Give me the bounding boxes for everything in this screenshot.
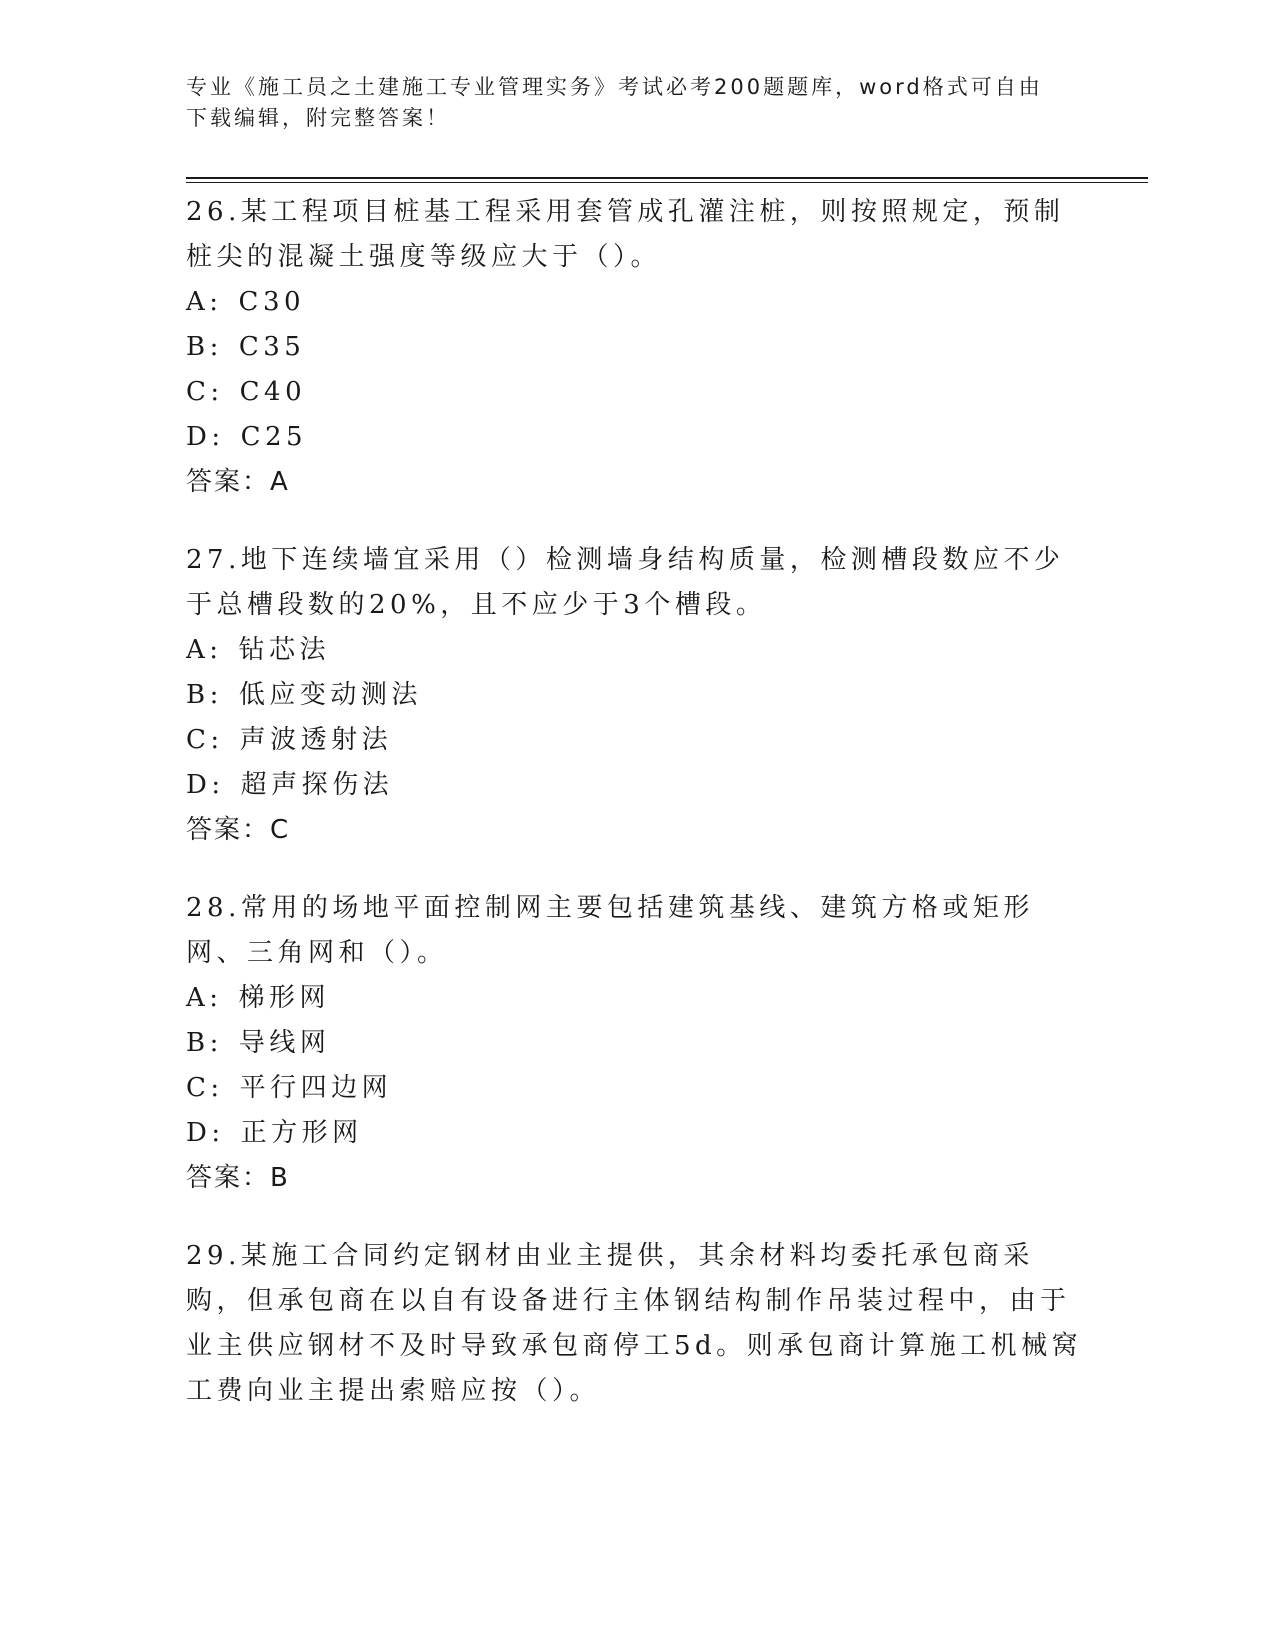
header-rule-thin: [186, 182, 1148, 183]
option-c: [186, 718, 1086, 763]
option-key: A:: [186, 287, 223, 317]
option-a: [186, 280, 1086, 325]
option-key: B:: [186, 332, 223, 362]
option-c: [186, 370, 1086, 415]
question-text: 26.某工程项目桩基工程采用套管成孔灌注桩，则按照规定，预制桩尖的混凝土强度等级应大于（）。: [186, 197, 1065, 272]
option-key: A:: [186, 635, 223, 665]
option-value: C40: [239, 377, 307, 407]
question-text: 27.地下连续墙宜采用（）检测墙身结构质量，检测槽段数应不少于总槽段数的20%，且不应少于3个槽段。: [186, 545, 1065, 620]
option-key: C:: [186, 1073, 224, 1103]
answer-line: 答案：C: [186, 815, 291, 845]
option-d: [186, 763, 1086, 808]
option-b: [186, 325, 1086, 370]
option-key: B:: [186, 1028, 223, 1058]
option-a: [186, 976, 1086, 1021]
question-list: [186, 190, 1086, 1447]
option-value: 低应变动测法: [238, 680, 422, 710]
option-d: [186, 1111, 1086, 1156]
option-value: C35: [238, 332, 306, 362]
option-value: 超声探伤法: [240, 770, 394, 800]
option-d: [186, 415, 1086, 460]
answer-line: 答案：B: [186, 1163, 290, 1193]
option-a: [186, 628, 1086, 673]
header-rule-thick: [186, 177, 1148, 179]
option-b: [186, 673, 1086, 718]
option-key: A:: [186, 983, 223, 1013]
option-b: [186, 1021, 1086, 1066]
option-c: [186, 1066, 1086, 1111]
option-key: D:: [186, 1118, 225, 1148]
option-value: 梯形网: [238, 983, 331, 1013]
document-header: 专业《施工员之土建施工专业管理实务》考试必考200题题库，word格式可自由下载编辑，附完整答案！: [186, 75, 1043, 130]
option-value: 平行四边网: [239, 1073, 393, 1103]
option-key: C:: [186, 725, 224, 755]
option-key: B:: [186, 680, 223, 710]
answer-line: 答案：A: [186, 467, 290, 497]
question-26: [186, 190, 1086, 505]
question-text: 29.某施工合同约定钢材由业主提供，其余材料均委托承包商采购，但承包商在以自有设备进行主体钢结构制作吊装过程中，由于业主供应钢材不及时导致承包商停工5d。则承包商计算施工机械窝工费向业主提出索赔应按（）。: [186, 1241, 1083, 1406]
question-text: 28.常用的场地平面控制网主要包括建筑基线、建筑方格或矩形网、三角网和（）。: [186, 893, 1034, 968]
option-key: D:: [186, 422, 225, 452]
option-value: C30: [238, 287, 306, 317]
option-value: 声波透射法: [239, 725, 393, 755]
option-value: 钻芯法: [238, 635, 331, 665]
option-value: 导线网: [238, 1028, 331, 1058]
question-27: [186, 538, 1086, 853]
question-29: [186, 1234, 1086, 1414]
option-value: C25: [240, 422, 308, 452]
option-value: 正方形网: [240, 1118, 363, 1148]
option-key: D:: [186, 770, 225, 800]
question-28: [186, 886, 1086, 1201]
option-key: C:: [186, 377, 224, 407]
